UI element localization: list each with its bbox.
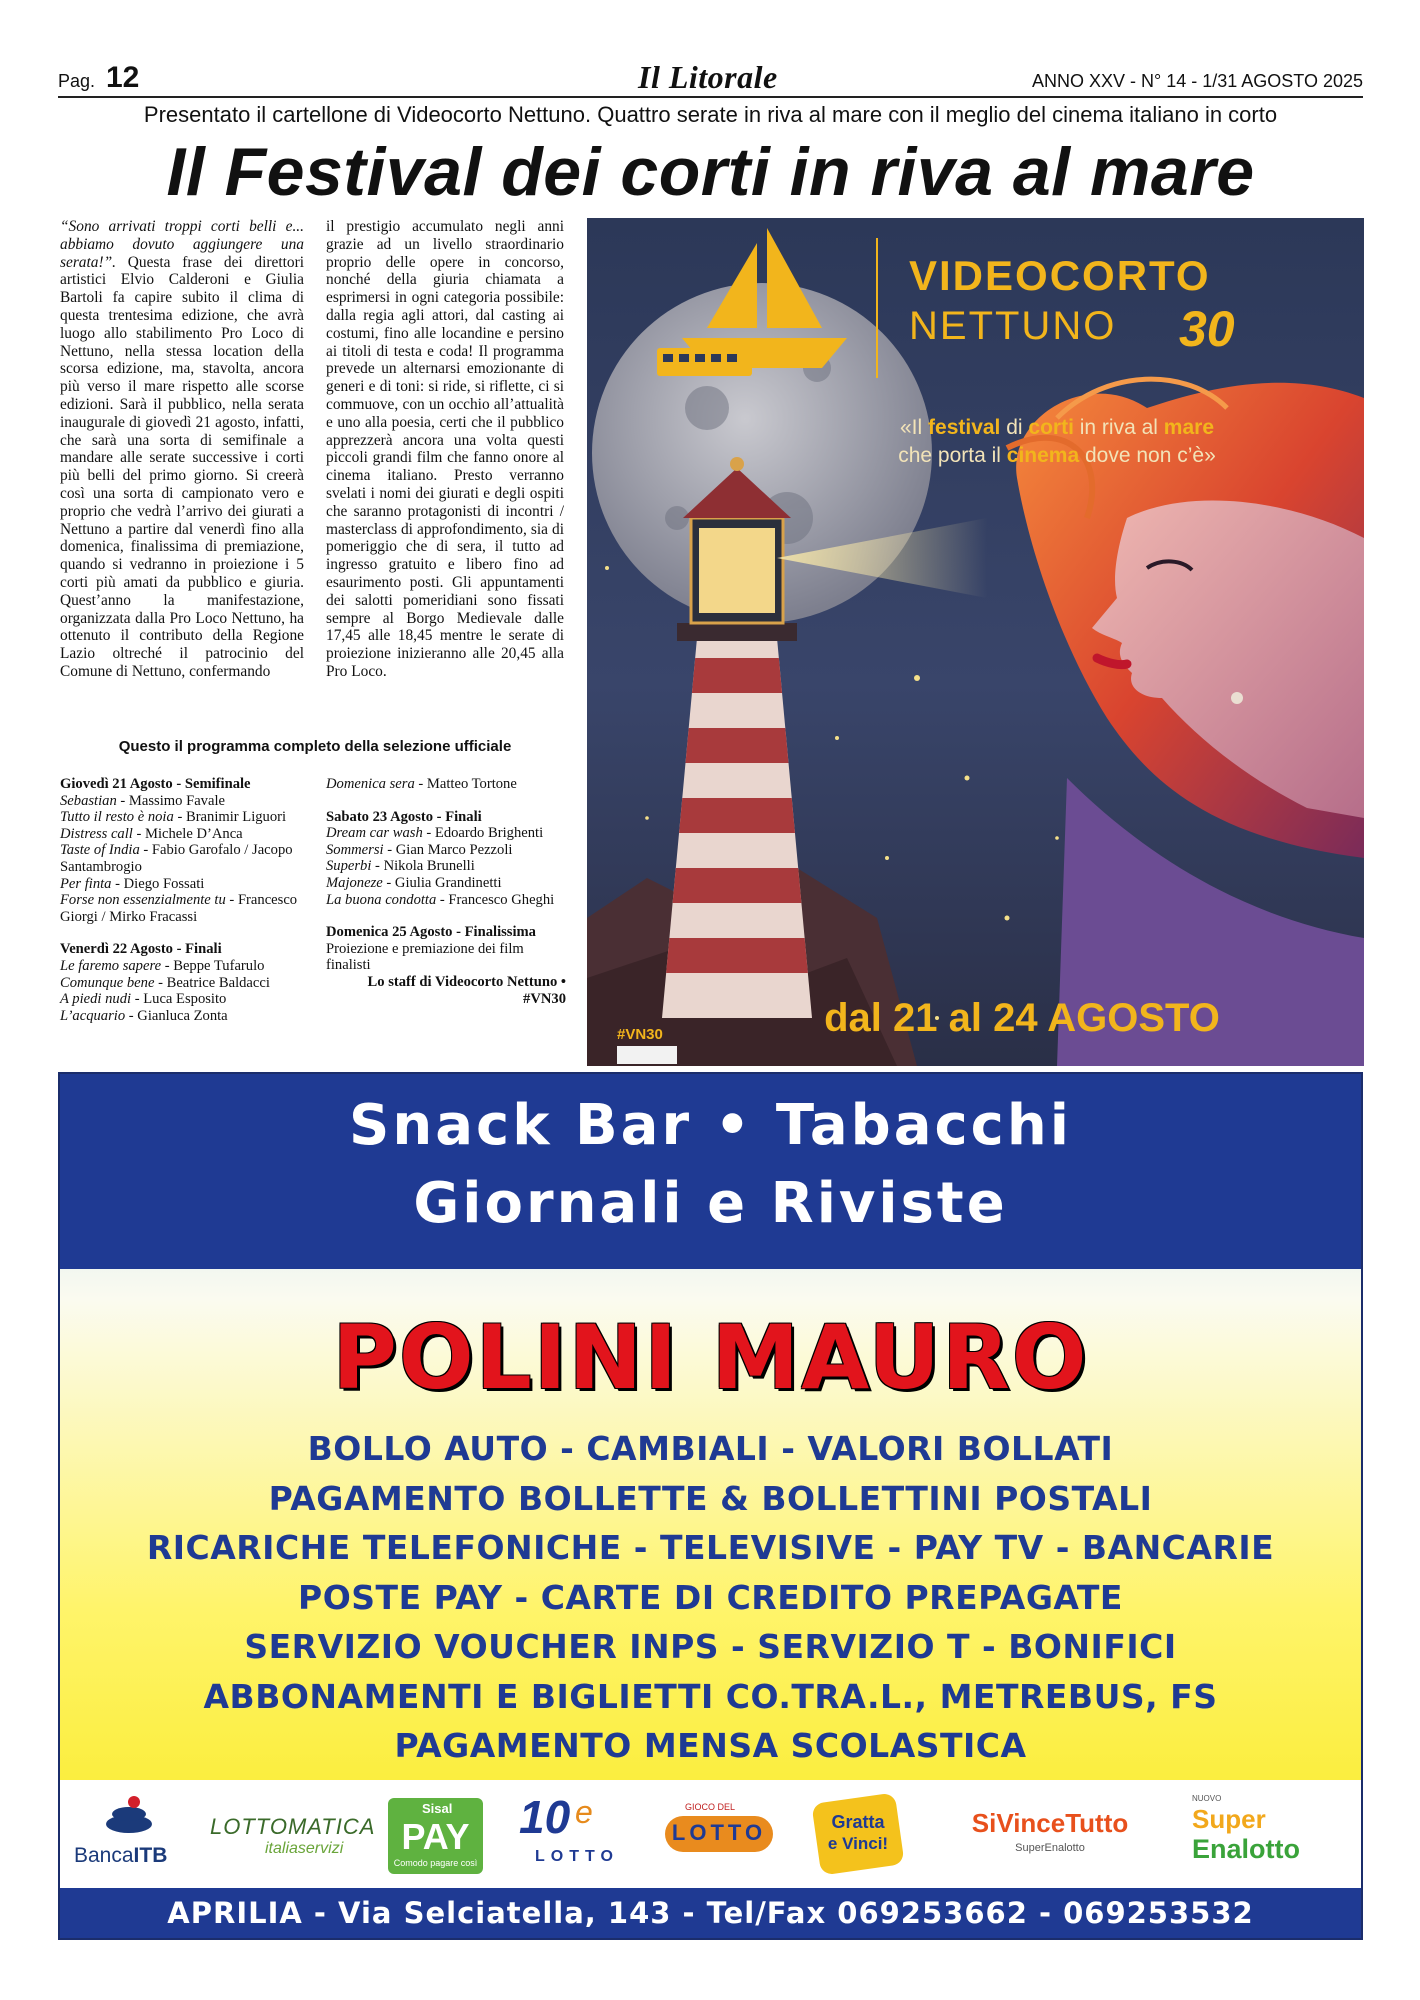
program-day-sunday: Domenica 25 Agosto - Finalissima: [326, 924, 536, 941]
program-entry: Tutto il resto è noia - Branimir Liguori: [60, 809, 287, 826]
program-entry: La buona condotta - Francesco Gheghi: [326, 891, 555, 908]
article-column-2: [326, 218, 564, 681]
masthead: Il Litorale: [638, 59, 778, 95]
program-entry: Superbi - Nikola Brunelli: [326, 858, 475, 875]
page-label: Pag.: [58, 71, 96, 91]
program-day-saturday: Sabato 23 Agosto - Finali: [326, 808, 482, 825]
program-day-thursday: Giovedì 21 Agosto - Semifinale: [60, 776, 251, 792]
page-number: 12: [106, 61, 140, 94]
lottomatica-logo: LOTTOMATICA italiaservizi: [210, 1814, 376, 1857]
ad-services-list: [60, 1424, 1361, 1771]
ad-service-item: RICARICHE TELEFONICHE - TELEVISIVE - PAY TV - BANCARIE: [146, 1528, 1275, 1567]
program-final-text: Proiezione e premiazione dei film finalisti: [326, 940, 524, 974]
issue-info: ANNO XXV - N° 14 - 1/31 AGOSTO 2025: [1031, 71, 1363, 91]
program-entry: Distress call - Michele D’Anca: [60, 825, 243, 842]
ad-banner: [60, 1074, 1361, 1269]
festival-poster: [587, 218, 1364, 1066]
program-entry: Sebastian - Massimo Favale: [60, 792, 225, 809]
program-entry: Forse non essenzialmente tu - Francesco Giorgi / Mirko Fracassi: [60, 892, 298, 925]
poster-title-line1: VIDEOCORTO: [909, 252, 1211, 299]
program-entry: A piedi nudi - Luca Esposito: [60, 991, 227, 1008]
ad-line-2: Giornali e Riviste: [413, 1171, 1008, 1236]
ad-service-item: BOLLO AUTO - CAMBIALI - VALORI BOLLATI: [307, 1429, 1114, 1468]
qr-code-icon: [617, 1046, 677, 1064]
poster-title-line2: NETTUNO: [909, 304, 1117, 348]
article-kicker: Presentato il cartellone di Videocorto Nettuno. Quattro serate in riva al mare con il meglio del cinema italiano in corto: [143, 102, 1278, 127]
bancaitb-icon: [104, 1794, 154, 1838]
article-column-1: [60, 218, 304, 681]
ad-service-item: POSTE PAY - CARTE DI CREDITO PREPAGATE: [298, 1577, 1123, 1617]
ad-service-item: PAGAMENTO MENSA SCOLASTICA: [394, 1726, 1027, 1765]
program-signature: Lo staff di Videocorto Nettuno •: [367, 973, 566, 990]
program-entry: Per finta - Diego Fossati: [60, 875, 205, 892]
program-hashtag: #VN30: [523, 990, 566, 1007]
page-header: [58, 56, 1363, 98]
article-headline: Il Festival dei corti in riva al mare: [166, 134, 1255, 210]
article-quote: “Sono arrivati troppi corti belli e... abbiamo dovuto aggiungere una serata!”.: [60, 218, 304, 271]
article-body-1: Questa frase dei direttori artistici Elvio Calderoni e Giulia Bartoli fa capire subito il clima di questa trentesima edizione, che avrà luogo allo stabilimento Pro Loco di Nettuno, nella stessa location della scorsa edizione, ma, stavolta, ancora più verso il mare rispetto alle scorse edizioni. Sarà il pubblico, nella serata inaugurale di giovedì 21 agosto, infatti, che sarà una sorta di semifinale a mandare alle serate successive i corti più belli del primo giorno. Si creerà così una sorta di campionato vero e proprio che vedrà l’arrivo dei giurati a Nettuno a partire dal venerdì fino alla domenica, finalissima di premiazione, quando si vedranno in proiezione i 5 corti più amati da pubblico e giuria. Quest’anno la manifestazione, organizzata dalla Pro Loco Nettuno, ha ottenuto il contributo della Regione Lazio oltreché il patrocinio del Comune di Nettuno, confermando: [60, 253, 304, 680]
advertisement: [58, 1072, 1363, 1940]
superenalotto-logo: NUOVO Super Enalotto: [1192, 1794, 1300, 1864]
sisal-pay-logo: Sisal PAY Comodo pagare così: [388, 1798, 483, 1874]
ad-service-item: SERVIZIO VOUCHER INPS - SERVIZIO T - BONIFICI: [244, 1627, 1177, 1666]
poster-tagline: «Il festival di corti in riva al mare che porta il cinema dove non c’è»: [898, 416, 1216, 467]
ad-footer-address: APRILIA - Via Selciatella, 143 - Tel/Fax 069253662 - 069253532: [60, 1888, 1361, 1938]
program-day-friday: Venerdì 22 Agosto - Finali: [60, 941, 222, 958]
sivincetutto-logo: SiVinceTutto SuperEnalotto: [971, 1808, 1129, 1854]
article-body-2: il prestigio accumulato negli anni grazie ad un livello straordinario proprio delle opere in concorso, nonché della giuria chiamata a esprimersi in ogni categoria possibile: dalla regia agli attori, dal casting ai costumi, fino alle locandine e persino ai titoli di testa e coda! Il programma prevede un alternarsi emozionante di generi e di toni: si ride, si riflette, ci si commuove, con un occhio all’attualità e uno alla poesia, certi che il pubblico apprezzerà ancora una volta questi piccoli grandi film che fanno onore al cinema italiano. Presto verranno svelati i nomi dei giurati e degli ospiti che saranno protagonisti di incontri / masterclass di approfondimento, sia di pomeriggio che di sera, il tutto ad ingresso gratuito e libero fino ad esaurimento posti. Gli appuntamenti dei salotti pomeridiani sono fissati sempre al Borgo Medievale dalle 17,45 alle 18,45 mentre le serate di proiezione inizieranno alle 20,45 alla Pro Loco.: [326, 218, 564, 680]
lotto-logo: GIOCO DEL LOTTO: [665, 1802, 775, 1868]
program-entry: L’acquario - Gianluca Zonta: [60, 1007, 228, 1024]
10elotto-logo: 10 e LOTTO: [519, 1791, 619, 1865]
poster-dates: dal 21 al 24 AGOSTO: [824, 996, 1220, 1040]
partner-logos: [60, 1780, 1361, 1888]
program-entry: Dream car wash - Edoardo Brighenti: [326, 825, 544, 842]
program-entry: Majoneze - Giulia Grandinetti: [326, 874, 502, 891]
poster-edition: 30: [1179, 301, 1235, 357]
ad-line-1: Snack Bar • Tabacchi: [349, 1093, 1072, 1158]
program-column-1: [60, 776, 305, 1024]
program-entry: Comunque bene - Beatrice Baldacci: [60, 974, 270, 991]
bancaitb-logo: BancaITB: [74, 1794, 194, 1880]
gratta-e-vinci-logo: Gratta e Vinci!: [810, 1794, 906, 1874]
program-entry: Taste of India - Fabio Garofalo / Jacopo Santambrogio: [60, 842, 293, 875]
program-column-2: [326, 776, 566, 1007]
poster-hashtag: #VN30: [617, 1026, 663, 1043]
program-heading: Questo il programma completo della selezione ufficiale: [118, 738, 512, 755]
ad-service-item: ABBONAMENTI E BIGLIETTI CO.TRA.L., METREBUS, FS: [203, 1676, 1218, 1716]
program-entry: Domenica sera - Matteo Tortone: [326, 776, 517, 792]
program-entry: Sommersi - Gian Marco Pezzoli: [326, 841, 513, 858]
ad-business-name: POLINI MAURO: [332, 1306, 1089, 1409]
ad-service-item: PAGAMENTO BOLLETTE & BOLLETTINI POSTALI: [268, 1478, 1153, 1518]
program-entry: Le faremo sapere - Beppe Tufarulo: [60, 957, 265, 974]
